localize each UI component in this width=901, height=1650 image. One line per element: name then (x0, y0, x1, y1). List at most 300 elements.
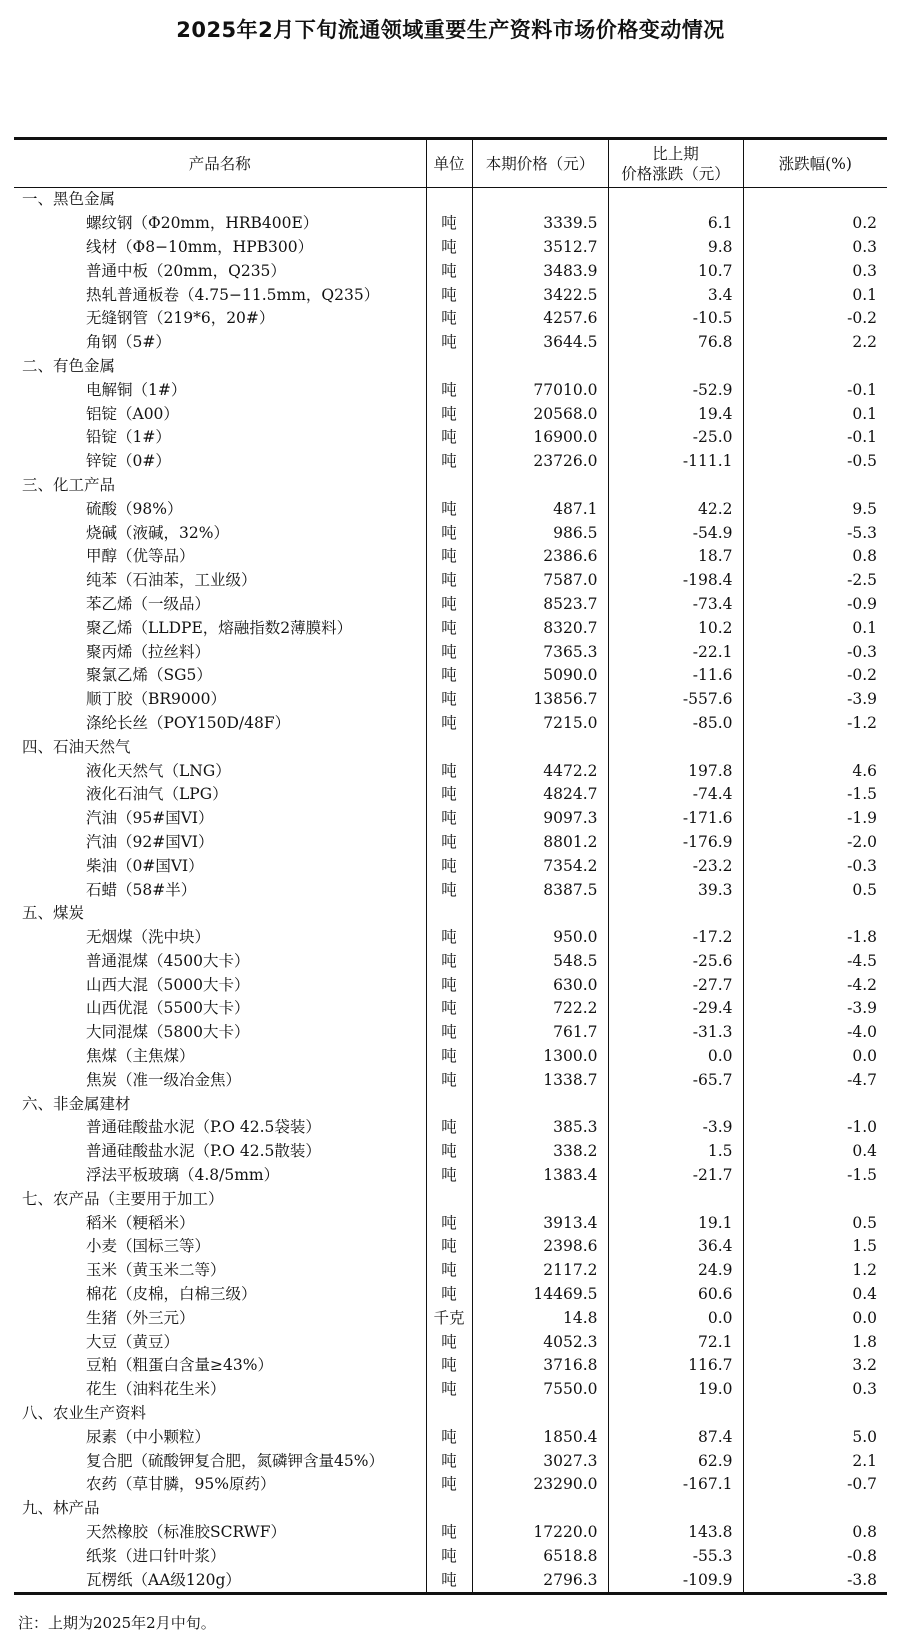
product-name: 纸浆（进口针叶浆） (86, 1546, 226, 1565)
table-row (14, 950, 887, 974)
unit-cell: 吨 (426, 1045, 472, 1069)
table-row (14, 1425, 887, 1449)
table-row (14, 1521, 887, 1545)
pct-cell: -0.8 (743, 1544, 887, 1568)
product-name: 大豆（黄豆） (86, 1332, 180, 1351)
pct-cell: 0.3 (743, 259, 887, 283)
table-row (14, 1449, 887, 1473)
header-price: 本期价格（元） (472, 139, 608, 188)
pct-cell: 0.1 (743, 616, 887, 640)
pct-cell: -2.0 (743, 831, 887, 855)
category-row (14, 902, 887, 926)
product-name: 玉米（黄玉米二等） (86, 1261, 226, 1280)
table-row (14, 1330, 887, 1354)
product-name: 汽油（92#国VI） (86, 832, 214, 851)
table-row (14, 878, 887, 902)
unit-cell: 吨 (426, 664, 472, 688)
empty-cell (426, 1402, 472, 1426)
price-cell: 7215.0 (472, 712, 608, 736)
pct-cell: -0.7 (743, 1473, 887, 1497)
table-row (14, 616, 887, 640)
product-name: 山西优混（5500大卡） (86, 999, 250, 1018)
product-name: 焦煤（主焦煤） (86, 1047, 195, 1066)
unit-cell: 吨 (426, 783, 472, 807)
unit-cell: 吨 (426, 1544, 472, 1568)
product-name: 无烟煤（洗中块） (86, 928, 211, 947)
change-cell: 36.4 (608, 1235, 743, 1259)
unit-cell: 吨 (426, 1449, 472, 1473)
table-row (14, 426, 887, 450)
table-row (14, 1378, 887, 1402)
product-name: 聚乙烯（LLDPE，熔融指数2薄膜料） (86, 618, 353, 637)
table-row (14, 259, 887, 283)
change-cell: 0.0 (608, 1045, 743, 1069)
change-cell: -23.2 (608, 854, 743, 878)
product-name: 烧碱（液碱，32%） (86, 523, 229, 542)
table-row (14, 926, 887, 950)
unit-cell: 吨 (426, 402, 472, 426)
pct-cell: -0.2 (743, 307, 887, 331)
unit-cell: 吨 (426, 973, 472, 997)
table-row (14, 664, 887, 688)
empty-cell (426, 188, 472, 212)
price-cell: 14.8 (472, 1306, 608, 1330)
empty-cell (743, 355, 887, 379)
change-cell: 116.7 (608, 1354, 743, 1378)
pct-cell: 0.1 (743, 402, 887, 426)
category-row (14, 735, 887, 759)
category-title: 六、非金属建材 (22, 1094, 131, 1113)
pct-cell: 1.8 (743, 1330, 887, 1354)
price-cell: 20568.0 (472, 402, 608, 426)
unit-cell: 吨 (426, 283, 472, 307)
pct-cell: -0.9 (743, 593, 887, 617)
pct-cell: -0.1 (743, 378, 887, 402)
category-title: 八、农业生产资料 (22, 1404, 147, 1423)
price-cell: 7354.2 (472, 854, 608, 878)
pct-cell: -0.3 (743, 854, 887, 878)
price-cell: 4052.3 (472, 1330, 608, 1354)
price-cell: 8320.7 (472, 616, 608, 640)
change-cell: 60.6 (608, 1283, 743, 1307)
product-name: 铝锭（A00） (86, 404, 179, 423)
product-name: 普通硅酸盐水泥（P.O 42.5散装） (86, 1142, 321, 1161)
table-row (14, 783, 887, 807)
unit-cell: 千克 (426, 1306, 472, 1330)
price-cell: 7550.0 (472, 1378, 608, 1402)
pct-cell: 0.5 (743, 878, 887, 902)
empty-cell (743, 474, 887, 498)
change-cell: 1.5 (608, 1140, 743, 1164)
table-row (14, 545, 887, 569)
product-name: 豆粕（粗蛋白含量≥43%） (86, 1356, 273, 1375)
price-cell: 3913.4 (472, 1211, 608, 1235)
price-cell: 9097.3 (472, 807, 608, 831)
table-row (14, 1211, 887, 1235)
change-cell: -27.7 (608, 973, 743, 997)
empty-cell (608, 1497, 743, 1521)
category-row (14, 188, 887, 212)
price-cell: 6518.8 (472, 1544, 608, 1568)
price-cell: 2796.3 (472, 1568, 608, 1593)
empty-cell (472, 1402, 608, 1426)
pct-cell: -0.2 (743, 664, 887, 688)
unit-cell: 吨 (426, 236, 472, 260)
price-table (14, 137, 887, 1595)
table-row (14, 1068, 887, 1092)
product-name: 普通中板（20mm，Q235） (86, 261, 286, 280)
empty-cell (743, 1497, 887, 1521)
price-cell: 3027.3 (472, 1449, 608, 1473)
pct-cell: 0.3 (743, 1378, 887, 1402)
pct-cell: 0.0 (743, 1306, 887, 1330)
product-name: 苯乙烯（一级品） (86, 594, 211, 613)
table-row (14, 1544, 887, 1568)
table-body (14, 188, 887, 1594)
product-name: 汽油（95#国VI） (86, 809, 214, 828)
unit-cell: 吨 (426, 1164, 472, 1188)
table-row (14, 807, 887, 831)
price-cell: 8801.2 (472, 831, 608, 855)
price-cell: 1850.4 (472, 1425, 608, 1449)
unit-cell: 吨 (426, 212, 472, 236)
unit-cell: 吨 (426, 1425, 472, 1449)
pct-cell: -1.5 (743, 1164, 887, 1188)
change-cell: -25.6 (608, 950, 743, 974)
footnote: 注：上期为2025年2月中旬。 (18, 1614, 216, 1632)
table-row (14, 283, 887, 307)
product-name: 无缝钢管（219*6，20#） (86, 309, 275, 328)
unit-cell: 吨 (426, 1330, 472, 1354)
product-name: 尿素（中小颗粒） (86, 1427, 211, 1446)
product-name: 小麦（国标三等） (86, 1237, 211, 1256)
pct-cell: -3.9 (743, 997, 887, 1021)
price-cell: 3483.9 (472, 259, 608, 283)
price-cell: 630.0 (472, 973, 608, 997)
product-name: 锌锭（0#） (86, 452, 171, 471)
change-cell: -74.4 (608, 783, 743, 807)
pct-cell: -2.5 (743, 569, 887, 593)
product-name: 普通混煤（4500大卡） (86, 951, 250, 970)
price-cell: 7587.0 (472, 569, 608, 593)
change-cell: -3.9 (608, 1116, 743, 1140)
empty-cell (608, 902, 743, 926)
empty-cell (608, 355, 743, 379)
price-cell: 23290.0 (472, 1473, 608, 1497)
price-cell: 13856.7 (472, 688, 608, 712)
category-row (14, 1497, 887, 1521)
unit-cell: 吨 (426, 497, 472, 521)
product-name: 天然橡胶（标准胶SCRWF） (86, 1523, 286, 1542)
change-cell: -85.0 (608, 712, 743, 736)
change-cell: -65.7 (608, 1068, 743, 1092)
unit-cell: 吨 (426, 1259, 472, 1283)
table-row (14, 1568, 887, 1593)
category-title: 七、农产品（主要用于加工） (22, 1189, 224, 1208)
empty-cell (426, 1092, 472, 1116)
empty-cell (472, 474, 608, 498)
change-cell: -52.9 (608, 378, 743, 402)
change-cell: 10.2 (608, 616, 743, 640)
category-row (14, 474, 887, 498)
change-cell: 0.0 (608, 1306, 743, 1330)
pct-cell: -4.0 (743, 1021, 887, 1045)
table-row (14, 831, 887, 855)
product-name: 顺丁胶（BR9000） (86, 690, 227, 709)
category-row (14, 1402, 887, 1426)
product-name: 农药（草甘膦，95%原药） (86, 1475, 276, 1494)
price-cell: 16900.0 (472, 426, 608, 450)
table-row (14, 331, 887, 355)
unit-cell: 吨 (426, 759, 472, 783)
pct-cell: 5.0 (743, 1425, 887, 1449)
empty-cell (472, 355, 608, 379)
unit-cell: 吨 (426, 1116, 472, 1140)
price-cell: 385.3 (472, 1116, 608, 1140)
product-name: 山西大混（5000大卡） (86, 975, 250, 994)
price-cell: 77010.0 (472, 378, 608, 402)
product-name: 线材（Φ8−10mm，HPB300） (86, 237, 314, 256)
table-row (14, 973, 887, 997)
empty-cell (472, 188, 608, 212)
unit-cell: 吨 (426, 426, 472, 450)
unit-cell: 吨 (426, 450, 472, 474)
pct-cell: -1.0 (743, 1116, 887, 1140)
price-cell: 17220.0 (472, 1521, 608, 1545)
change-cell: -21.7 (608, 1164, 743, 1188)
pct-cell: -3.8 (743, 1568, 887, 1593)
product-name: 花生（油料花生米） (86, 1380, 226, 1399)
empty-cell (608, 1402, 743, 1426)
price-cell: 14469.5 (472, 1283, 608, 1307)
pct-cell: 0.8 (743, 1521, 887, 1545)
table-row (14, 997, 887, 1021)
product-name: 瓦楞纸（AA级120g） (14, 1568, 426, 1593)
unit-cell: 吨 (426, 521, 472, 545)
table-row (14, 236, 887, 260)
category-title: 二、有色金属 (22, 356, 116, 375)
unit-cell: 吨 (426, 1068, 472, 1092)
pct-cell: 0.0 (743, 1045, 887, 1069)
pct-cell: 9.5 (743, 497, 887, 521)
unit-cell: 吨 (426, 1021, 472, 1045)
unit-cell: 吨 (426, 997, 472, 1021)
price-cell: 3716.8 (472, 1354, 608, 1378)
price-cell: 4257.6 (472, 307, 608, 331)
change-cell: -22.1 (608, 640, 743, 664)
unit-cell: 吨 (426, 831, 472, 855)
unit-cell: 吨 (426, 307, 472, 331)
table-row (14, 497, 887, 521)
table-row (14, 569, 887, 593)
unit-cell: 吨 (426, 569, 472, 593)
empty-cell (426, 902, 472, 926)
table-row (14, 1021, 887, 1045)
change-cell: 72.1 (608, 1330, 743, 1354)
category-title: 四、石油天然气 (22, 737, 131, 756)
change-cell: 197.8 (608, 759, 743, 783)
change-cell: -109.9 (608, 1568, 743, 1593)
header-pct: 涨跌幅(%) (743, 139, 887, 188)
change-cell: 10.7 (608, 259, 743, 283)
pct-cell: -1.8 (743, 926, 887, 950)
unit-cell: 吨 (426, 712, 472, 736)
pct-cell: -4.5 (743, 950, 887, 974)
unit-cell: 吨 (426, 688, 472, 712)
category-title: 五、煤炭 (22, 904, 85, 923)
product-name: 焦炭（准一级冶金焦） (86, 1070, 242, 1089)
table-row (14, 1306, 887, 1330)
table-row (14, 450, 887, 474)
price-cell: 986.5 (472, 521, 608, 545)
table-row (14, 854, 887, 878)
product-name: 柴油（0#国VI） (86, 856, 204, 875)
unit-cell: 吨 (426, 616, 472, 640)
product-name: 电解铜（1#） (86, 380, 187, 399)
table-row (14, 1140, 887, 1164)
change-cell: 19.0 (608, 1378, 743, 1402)
category-row (14, 355, 887, 379)
pct-cell: 0.8 (743, 545, 887, 569)
empty-cell (472, 1187, 608, 1211)
empty-cell (608, 735, 743, 759)
table-row (14, 307, 887, 331)
category-title: 一、黑色金属 (22, 190, 116, 209)
empty-cell (608, 1187, 743, 1211)
product-name: 硫酸（98%） (86, 499, 183, 518)
price-cell: 1383.4 (472, 1164, 608, 1188)
price-cell: 2117.2 (472, 1259, 608, 1283)
price-cell: 3512.7 (472, 236, 608, 260)
product-name: 聚丙烯（拉丝料） (86, 642, 211, 661)
price-cell: 3644.5 (472, 331, 608, 355)
empty-cell (743, 1092, 887, 1116)
price-cell: 4472.2 (472, 759, 608, 783)
header-change-line1: 比上期 (652, 144, 699, 163)
unit-cell: 吨 (426, 331, 472, 355)
price-cell: 8523.7 (472, 593, 608, 617)
unit-cell: 吨 (426, 854, 472, 878)
product-name: 棉花（皮棉，白棉三级） (86, 1285, 257, 1304)
change-cell: 6.1 (608, 212, 743, 236)
pct-cell: 0.1 (743, 283, 887, 307)
product-name: 热轧普通板卷（4.75−11.5mm，Q235） (86, 285, 380, 304)
price-cell: 722.2 (472, 997, 608, 1021)
change-cell: -17.2 (608, 926, 743, 950)
pct-cell: -1.2 (743, 712, 887, 736)
price-cell: 3339.5 (472, 212, 608, 236)
page-title: 2025年2月下旬流通领域重要生产资料市场价格变动情况 (176, 18, 725, 42)
product-name: 螺纹钢（Φ20mm，HRB400E） (86, 214, 319, 233)
table-row (14, 640, 887, 664)
header-unit: 单位 (426, 139, 472, 188)
table-row (14, 1235, 887, 1259)
product-name: 液化石油气（LPG） (86, 785, 228, 804)
product-name: 普通硅酸盐水泥（P.O 42.5袋装） (86, 1118, 321, 1137)
pct-cell: 1.2 (743, 1259, 887, 1283)
empty-cell (743, 1402, 887, 1426)
pct-cell: -4.2 (743, 973, 887, 997)
price-cell: 338.2 (472, 1140, 608, 1164)
product-name: 复合肥（硫酸钾复合肥，氮磷钾含量45%） (86, 1451, 384, 1470)
unit-cell: 吨 (426, 545, 472, 569)
table-row (14, 1116, 887, 1140)
price-cell: 2386.6 (472, 545, 608, 569)
unit-cell: 吨 (426, 378, 472, 402)
product-name: 液化天然气（LNG） (86, 761, 231, 780)
price-cell: 2398.6 (472, 1235, 608, 1259)
product-name: 涤纶长丝（POY150D/48F） (86, 713, 291, 732)
empty-cell (608, 1092, 743, 1116)
unit-cell: 吨 (426, 593, 472, 617)
table-row (14, 712, 887, 736)
pct-cell: 4.6 (743, 759, 887, 783)
change-cell: 9.8 (608, 236, 743, 260)
category-row (14, 1092, 887, 1116)
pct-cell: -1.5 (743, 783, 887, 807)
unit-cell: 吨 (426, 640, 472, 664)
product-name: 石蜡（58#半） (86, 880, 197, 899)
product-name: 角钢（5#） (86, 333, 171, 352)
unit-cell: 吨 (426, 926, 472, 950)
category-title: 三、化工产品 (22, 475, 116, 494)
empty-cell (472, 735, 608, 759)
change-cell: -167.1 (608, 1473, 743, 1497)
unit-cell: 吨 (426, 1211, 472, 1235)
table-row (14, 378, 887, 402)
product-name: 聚氯乙烯（SG5） (86, 666, 212, 685)
price-cell: 4824.7 (472, 783, 608, 807)
empty-cell (426, 1187, 472, 1211)
empty-cell (608, 188, 743, 212)
table-row (14, 1164, 887, 1188)
table-row (14, 759, 887, 783)
unit-cell: 吨 (426, 1235, 472, 1259)
table-row (14, 1473, 887, 1497)
change-cell: 143.8 (608, 1521, 743, 1545)
table-header-row (14, 139, 887, 188)
pct-cell: 0.3 (743, 236, 887, 260)
header-change-line2: 价格涨跌（元） (621, 164, 730, 183)
change-cell: -55.3 (608, 1544, 743, 1568)
unit-cell: 吨 (426, 1354, 472, 1378)
price-cell: 1300.0 (472, 1045, 608, 1069)
change-cell: -31.3 (608, 1021, 743, 1045)
change-cell: 24.9 (608, 1259, 743, 1283)
change-cell: 3.4 (608, 283, 743, 307)
price-cell: 548.5 (472, 950, 608, 974)
price-cell: 950.0 (472, 926, 608, 950)
product-name: 浮法平板玻璃（4.8/5mm） (86, 1166, 280, 1185)
table-row (14, 688, 887, 712)
table-row (14, 402, 887, 426)
pct-cell: 2.2 (743, 331, 887, 355)
table-row (14, 593, 887, 617)
pct-cell: 0.4 (743, 1283, 887, 1307)
header-change (608, 139, 743, 188)
empty-cell (743, 735, 887, 759)
table-row (14, 1283, 887, 1307)
unit-cell: 吨 (426, 1568, 472, 1593)
price-cell: 5090.0 (472, 664, 608, 688)
unit-cell: 吨 (426, 1473, 472, 1497)
pct-cell: 0.2 (743, 212, 887, 236)
price-cell: 23726.0 (472, 450, 608, 474)
product-name: 纯苯（石油苯，工业级） (86, 571, 257, 590)
pct-cell: 0.5 (743, 1211, 887, 1235)
unit-cell: 吨 (426, 950, 472, 974)
product-name: 甲醇（优等品） (86, 547, 195, 566)
